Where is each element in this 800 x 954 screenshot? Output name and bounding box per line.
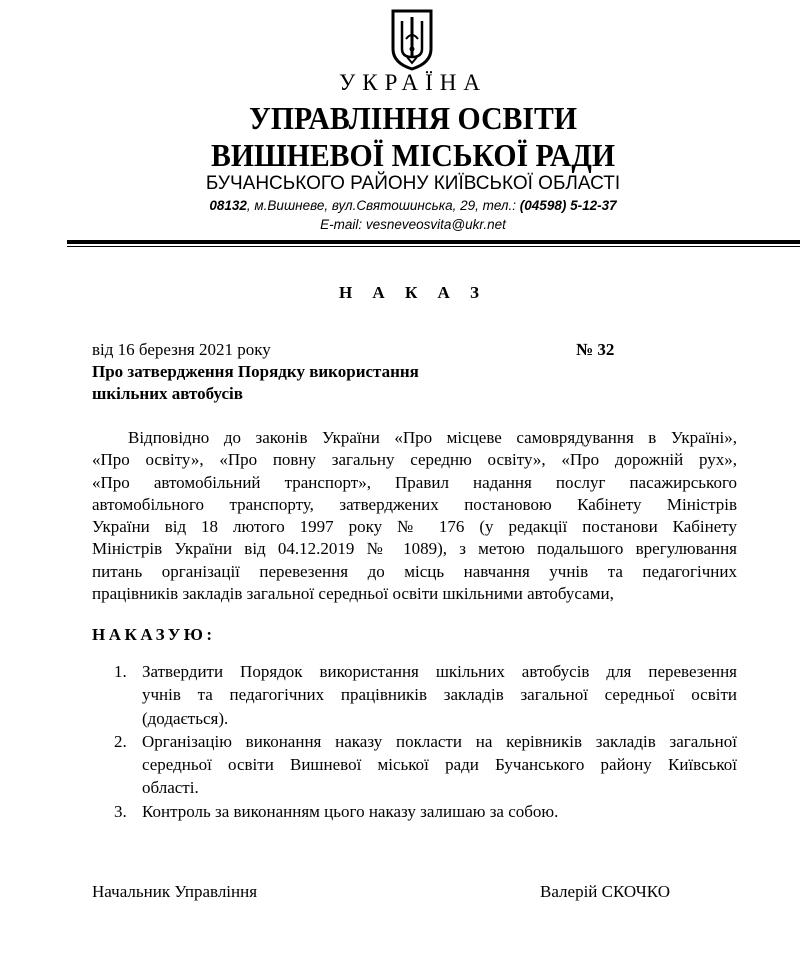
item-number: 1. (114, 662, 127, 681)
order-items-list (110, 660, 737, 823)
item-line: Контроль за виконанням цього наказу залишаю за собою. (142, 801, 559, 821)
paragraph-line: України від 18 лютого 1997 року № 176 (у редакції постанови Кабінету (92, 517, 737, 537)
document-date: від 16 березня 2021 року (92, 340, 271, 359)
item-number: 2. (114, 731, 127, 751)
paragraph-line: автомобільного транспорту, затверджених постановою Кабінету Міністрів (92, 494, 737, 514)
list-item (110, 660, 737, 730)
signature-name: Валерій СКОЧКО (540, 882, 670, 901)
order-heading: НАКАЗУЮ: (92, 625, 216, 644)
organization-title-line2: ВИШНЕВОЇ МІСЬКОЇ РАДИ (210, 137, 616, 173)
item-line: (додається). (142, 708, 229, 728)
preamble-paragraph (92, 427, 737, 605)
list-item (110, 800, 737, 823)
item-line: області. (142, 778, 199, 798)
district-line: БУЧАНСЬКОГО РАЙОНУ КИЇВСЬКОЇ ОБЛАСТІ (205, 173, 621, 194)
paragraph-line: Міністрів України від 04.12.2019 № 1089), з метою подальшого врегулювання (92, 539, 737, 559)
document-number: № 32 (576, 340, 615, 359)
email-line: E-mail: vesneveosvita@ukr.net (320, 217, 506, 232)
item-number: 3. (114, 801, 127, 821)
document-type-title: Н А К А З (338, 283, 488, 302)
phone-number: (04598) 5-12-37 (519, 198, 617, 213)
address-text: , м.Вишневе, вул.Святошинська, 29, тел.: (246, 198, 520, 213)
ukraine-trident-icon (389, 9, 435, 71)
header-divider-thin (67, 246, 800, 247)
address-line (0, 197, 800, 214)
paragraph-line: «Про автомобільний транспорт», Правил надання послуг пасажирського (92, 472, 737, 492)
paragraph-line: Відповідно до законів України «Про місцеве самоврядування в Україні», (128, 428, 737, 447)
paragraph-line: «Про освіту», «Про повну загальну середню освіту», «Про дорожній рух», (92, 450, 737, 470)
item-line: Затвердити Порядок використання шкільних автобусів для перевезення (142, 662, 737, 681)
document-subject (92, 361, 512, 405)
postal-index: 08132 (209, 198, 247, 213)
item-line: середньої освіти Вишневої міської ради Бучанського району Київської (142, 755, 737, 775)
organization-title-line1: УПРАВЛІННЯ ОСВІТИ (249, 100, 577, 136)
signature-title: Начальник Управління (92, 882, 258, 901)
country-name: УКРАЇНА (339, 70, 487, 95)
subject-line: Про затвердження Порядку використання (92, 362, 419, 381)
item-line: Організацію виконання наказу покласти на керівників закладів загальної (142, 731, 737, 751)
paragraph-line: працівників закладів загальної середньої освіти шкільними автобусами, (92, 584, 614, 604)
item-line: учнів та педагогічних працівників закладів загальної середньої освіти (142, 685, 737, 705)
header-divider-thick (67, 240, 800, 244)
subject-line: шкільних автобусів (92, 384, 243, 403)
list-item (110, 730, 737, 800)
paragraph-line: питань організації перевезення до місць навчання учнів та педагогічних (92, 561, 737, 581)
